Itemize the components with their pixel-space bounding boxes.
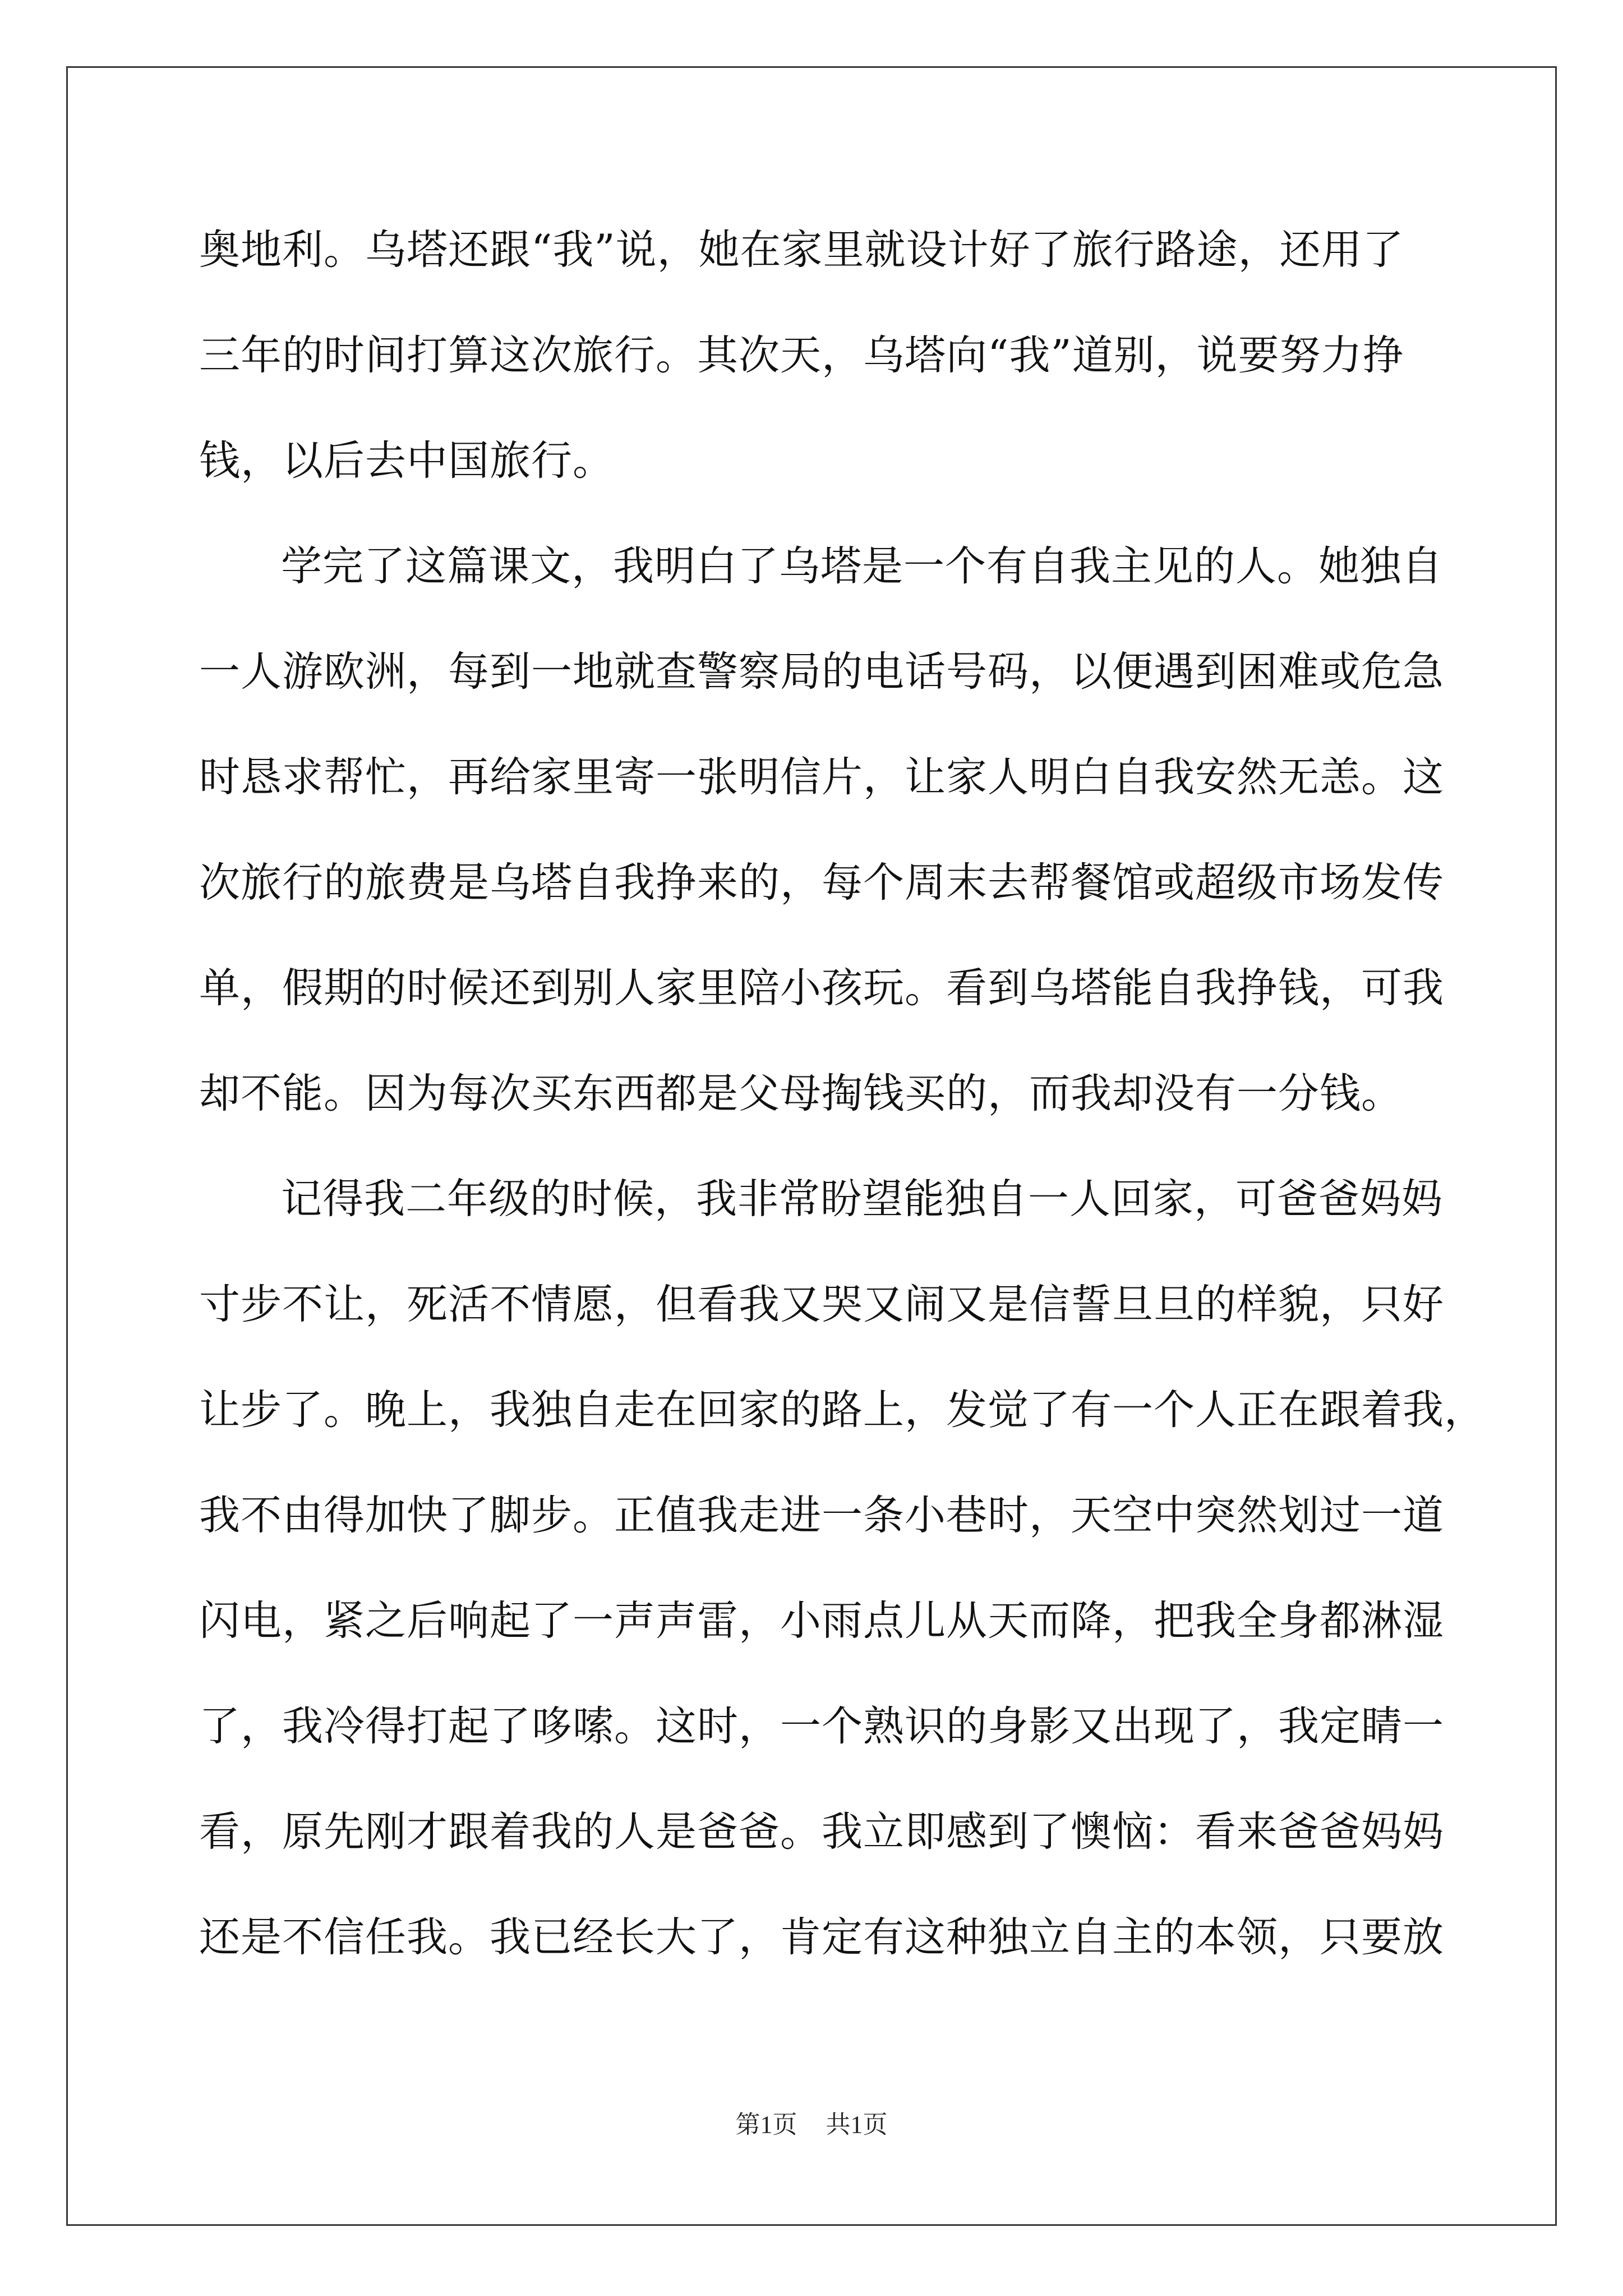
text-line: 我不由得加快了脚步。正值我走进一条小巷时，天空中突然划过一道 [199,1492,1444,1539]
text-line: 看，原先刚才跟着我的人是爸爸。我立即感到了懊恼：看来爸爸妈妈 [199,1808,1444,1856]
paragraph-start-line: 记得我二年级的时候，我非常盼望能独自一人回家，可爸爸妈妈 [281,1175,1443,1223]
text-line: 却不能。因为每次买东西都是父母掏钱买的，而我却没有一分钱。 [199,1070,1403,1117]
page-footer [0,2108,1623,2142]
text-line: 次旅行的旅费是乌塔自我挣来的，每个周末去帮餐馆或超级市场发传 [199,859,1444,907]
text-line: 寸步不让，死活不情愿，但看我又哭又闹又是信誓旦旦的样貌，只好 [199,1281,1444,1328]
document-body [199,197,1486,1990]
page-number-current: 第1页 [735,2111,797,2138]
text-line: 三年的时间打算这次旅行。其次天，乌塔向“我”道别，说要努力挣 [199,332,1404,379]
page-number-total: 共1页 [826,2111,888,2138]
text-line: 单，假期的时候还到别人家里陪小孩玩。看到乌塔能自我挣钱，可我 [199,964,1444,1012]
text-line: 一人游欧洲，每到一地就查警察局的电话号码，以便遇到困难或危急 [199,648,1444,696]
text-line: 时恳求帮忙，再给家里寄一张明信片，让家人明白自我安然无恙。这 [199,753,1444,801]
text-line: 还是不信任我。我已经长大了，肯定有这种独立自主的本领，只要放 [199,1913,1444,1961]
text-line: 奥地利。乌塔还跟“我”说，她在家里就设计好了旅行路途，还用了 [199,226,1404,274]
text-line: 钱，以后去中国旅行。 [199,437,614,485]
paragraph-start-line: 学完了这篇课文，我明白了乌塔是一个有自我主见的人。她独自 [281,542,1443,590]
text-line: 了，我冷得打起了哆嗦。这时，一个熟识的身影又出现了，我定睛一 [199,1703,1444,1750]
text-line: 闪电，紧之后响起了一声声雷，小雨点儿从天而降，把我全身都淋湿 [199,1597,1444,1645]
text-line: 让步了。晚上，我独自走在回家的路上，发觉了有一个人正在跟着我， [199,1386,1486,1434]
